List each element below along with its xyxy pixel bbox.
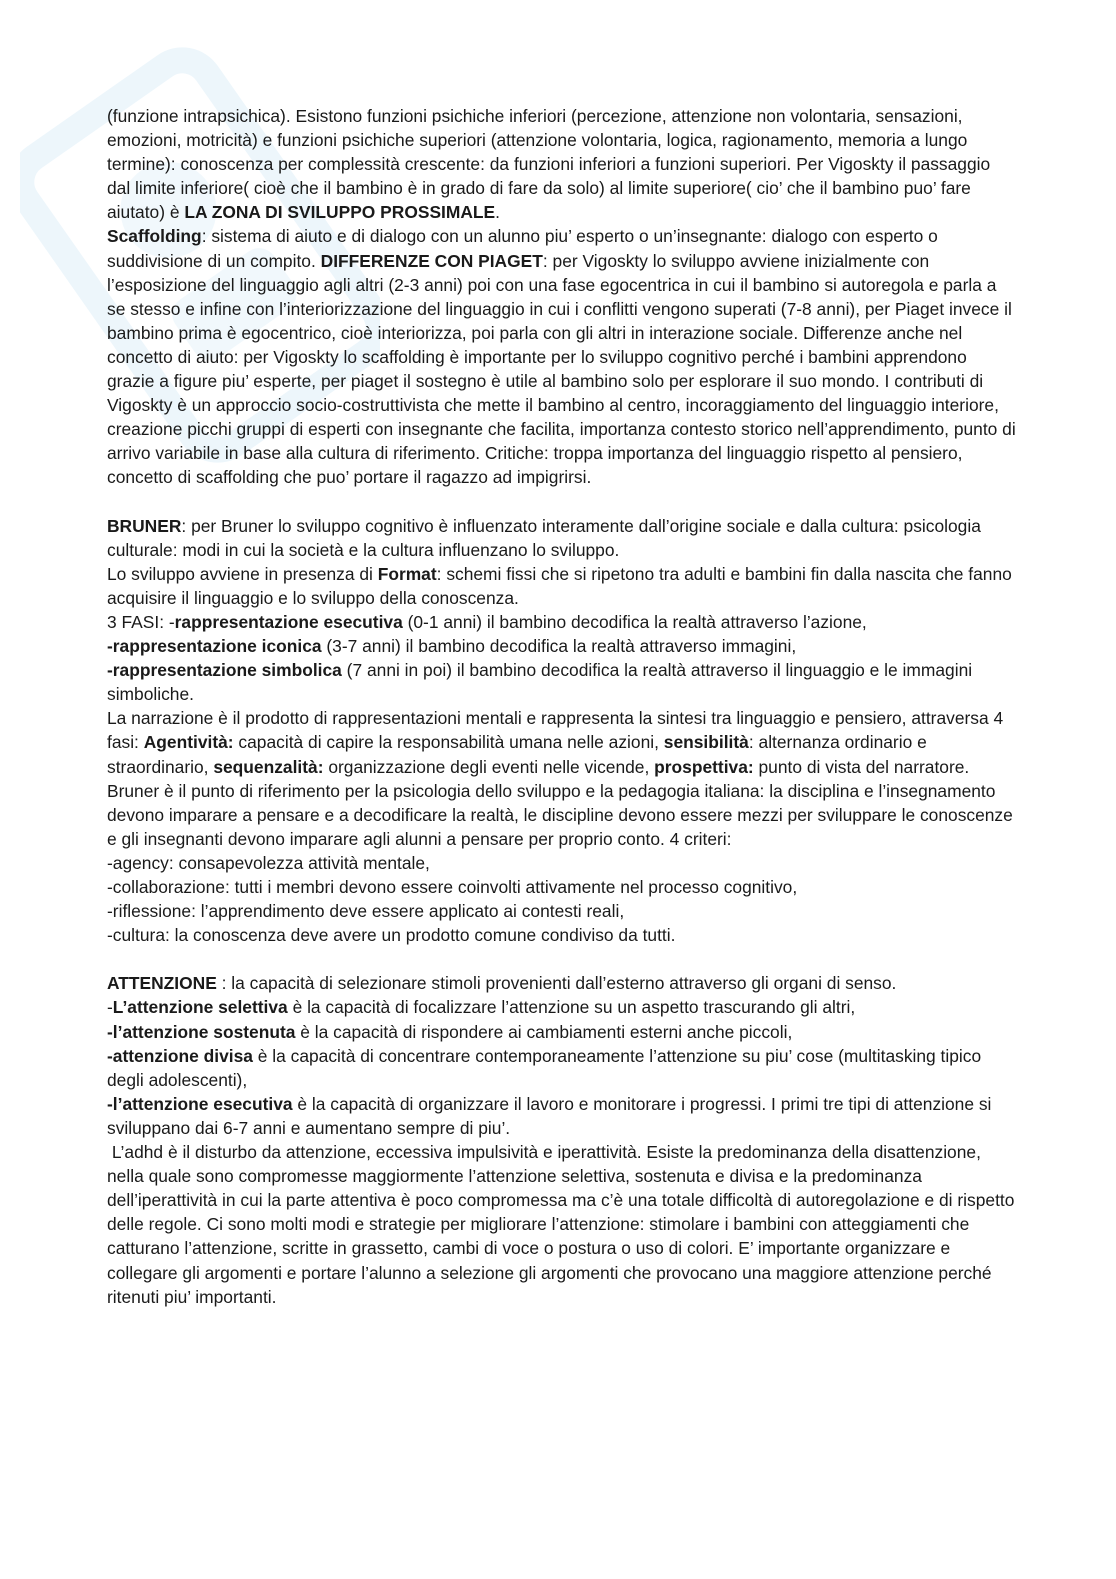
paragraph-adhd: L’adhd è il disturbo da attenzione, eccessiva impulsività e iperattività. Esiste la predominanza della disattenzione, nella quale sono compromesse maggiormente l’attenzione selettiva, sostenuta e divisa e la predominanza dell’iperattività in cui la parte attentiva è poco compromessa ma c’è una totale difficoltà di autoregolazione e di rispetto delle regole. Ci sono molti modi e strategie per migliorare l’attenzione: stimolare i bambini con atteggiamenti che catturano l’attenzione, scritte in grassetto, cambi di voce o postura o uso di colori. E’ importante organizzare e collegare gli argomenti e portare l’alunno a selezione gli argomenti che provocano una maggiore attenzione perché ritenuti piu’ importanti. [107, 1142, 1020, 1307]
section-heading: ATTENZIONE [107, 973, 217, 994]
section-heading: BRUNER [107, 515, 182, 536]
attention-type-selettiva: -L’attenzione selettiva è la capacità di focalizzare l’attenzione su un aspetto trascurando gli altri, [107, 997, 856, 1018]
paragraph-format: Lo sviluppo avviene in presenza di Format: schemi fissi che si ripetono tra adulti e bambini fin dalla nascita che fanno acquisire il linguaggio e lo sviluppo della conoscenza. [107, 563, 1012, 608]
paragraph-attenzione: ATTENZIONE : la capacità di selezionare stimoli provenienti dall’esterno attraverso gli organi di senso. [107, 973, 897, 994]
bold-term: L’attenzione selettiva [112, 997, 288, 1018]
paragraph-fasi: 3 FASI: -rappresentazione esecutiva (0-1 anni) il bambino decodifica la realtà attraverso l’azione, [107, 611, 867, 632]
bold-term: prospettiva: [654, 756, 754, 777]
attention-type-esecutiva: -l’attenzione esecutiva è la capacità di organizzare il lavoro e monitorare i progressi. I primi tre tipi di attenzione si sviluppano dai 6-7 anni e aumentano sempre di piu’. [107, 1093, 992, 1138]
paragraph-gap [107, 490, 1017, 514]
criteria-item: -collaborazione: tutti i membri devono essere coinvolti attivamente nel processo cognitivo, [107, 877, 798, 897]
paragraph-fase-iconica: -rappresentazione iconica (3-7 anni) il bambino decodifica la realtà attraverso immagini, [107, 636, 797, 657]
paragraph-narrazione: La narrazione è il prodotto di rappresentazioni mentali e rappresenta la sintesi tra linguaggio e pensiero, attraversa 4 fasi: Agentività: capacità di capire la responsabilità umana nelle azioni, sensibilità: alternanza ordinario e straordinario, sequenzalità: organizzazione degli eventi nelle vicende, prospettiva: punto di vista del narratore. Bruner è il punto di riferimento per la psicologia dello sviluppo e la pedagogia italiana: la disciplina e l’insegnamento devono imparare a pensare e a decodificare la realtà, le discipline devono essere mezzi per sviluppare le conoscenze e gli insegnanti devono imparare agli alunni a pensare per proprio conto. 4 criteri: [107, 708, 1013, 849]
attention-type-divisa: -attenzione divisa è la capacità di concentrare contemporaneamente l’attenzione su piu’ cose (multitasking tipico degli adolescenti), [107, 1045, 982, 1090]
bold-term: -l’attenzione sostenuta [107, 1021, 296, 1042]
paragraph-gap [107, 947, 1017, 971]
bold-term: -attenzione divisa [107, 1045, 253, 1066]
bold-term: sensibilità [663, 732, 749, 753]
bold-term: rappresentazione esecutiva [174, 611, 403, 632]
paragraph-scaffolding: Scaffolding: sistema di aiuto e di dialogo con un alunno piu’ esperto o un’insegnante: dialogo con esperto o suddivisione di un compito. DIFFERENZE CON PIAGET: per Vigoskty lo sviluppo avviene inizialmente con l’esposizione del linguaggio agli altri (2-3 anni) poi con una fase egocentrica in cui il bambino si autoregola e parla a se stesso e infine con l’interiorizzazione del linguaggio in cui i conflitti vengono superati (7-8 anni), per Piaget invece il bambino prima è egocentrico, cioè interiorizza, poi parla con gli altri in interazione sociale. Differenze anche nel concetto di aiuto: per Vigoskty lo scaffolding è importante per lo sviluppo cognitivo perché i bambini apprendono grazie a figure piu’ esperte, per piaget il sostegno è utile al bambino solo per esplorare il suo mondo. I contributi di Vigoskty è un approccio socio-costruttivista che mette il bambino al centro, incoraggiamento del linguaggio interiore, creazione picchi gruppi di esperti con insegnante che facilita, importanza contesto storico nell’apprendimento, punto di arrivo variabile in base alla cultura di riferimento. Critiche: troppa importanza del linguaggio rispetto al pensiero, concetto di scaffolding che puo’ portare il ragazzo ad impigrirsi. [107, 226, 1016, 488]
bold-term: DIFFERENZE CON PIAGET [320, 250, 543, 271]
bold-term: LA ZONA DI SVILUPPO PROSSIMALE [184, 202, 496, 223]
attention-type-sostenuta: -l’attenzione sostenuta è la capacità di rispondere ai cambiamenti esterni anche piccoli, [107, 1021, 793, 1042]
bold-term: -l’attenzione esecutiva [107, 1093, 293, 1114]
bold-term: -rappresentazione simbolica [107, 660, 342, 681]
paragraph-bruner: BRUNER: per Bruner lo sviluppo cognitivo è influenzato interamente dall’origine sociale e dalla cultura: psicologia culturale: modi in cui la società e la cultura influenzano lo sviluppo. [107, 515, 981, 560]
paragraph-fase-simbolica: -rappresentazione simbolica (7 anni in poi) il bambino decodifica la realtà attraverso il linguaggio e le immagini simboliche. [107, 660, 973, 705]
criteria-item: -riflessione: l’apprendimento deve essere applicato ai contesti reali, [107, 901, 625, 922]
bold-term: Scaffolding [107, 226, 202, 247]
criteria-item: -agency: consapevolezza attività mentale, [107, 852, 430, 873]
document-page [107, 104, 1020, 1309]
bold-term: sequenzalità: [213, 756, 324, 777]
bold-term: -rappresentazione iconica [107, 636, 322, 657]
paragraph-vygotsky-intro: (funzione intrapsichica). Esistono funzioni psichiche inferiori (percezione, attenzione non volontaria, sensazioni, emozioni, motricità) e funzioni psichiche superiori (attenzione volontaria, logica, ragionamento, memoria a lungo termine): conoscenza per complessità crescente: da funzioni inferiori a funzioni superiori. Per Vigoskty il passaggio dal limite inferiore( cioè che il bambino è in grado di fare da solo) al limite superiore( cio’ che il bambino puo’ fare aiutato) è LA ZONA DI SVILUPPO PROSSIMALE. [107, 106, 991, 223]
bold-term: Format [377, 563, 437, 584]
bold-term: Agentività: [143, 732, 234, 753]
criteria-item: -cultura: la conoscenza deve avere un prodotto comune condiviso da tutti. [107, 925, 676, 946]
